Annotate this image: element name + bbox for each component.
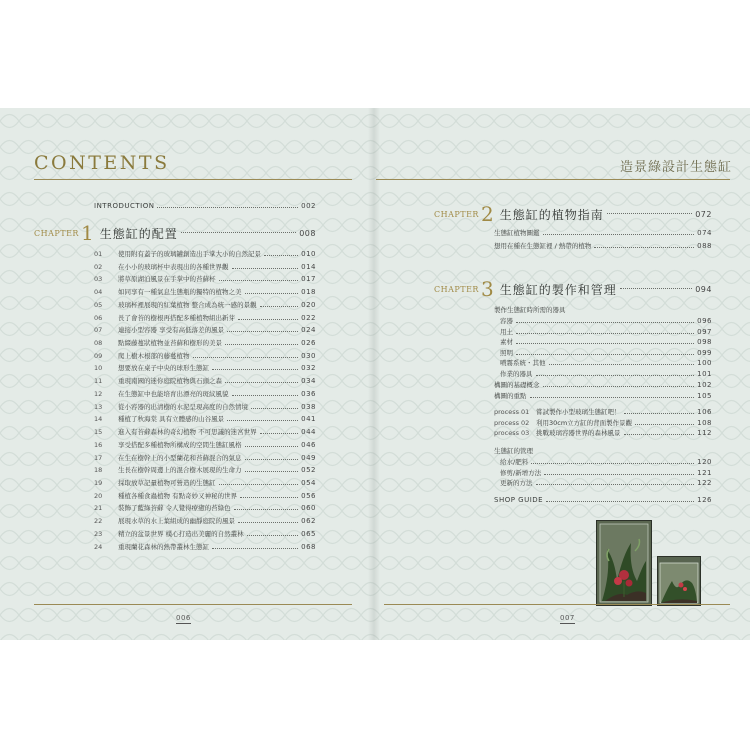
toc-item[interactable] — [494, 228, 712, 237]
toc-item-text: 想要放在桌子中央的球形生態缸 — [118, 364, 209, 373]
toc-item-page: 052 — [301, 466, 316, 475]
toc-item[interactable] — [94, 262, 316, 271]
dot-leader — [635, 424, 694, 425]
toc-item-page: 099 — [697, 348, 712, 357]
toc-item-text: 生態缸植物圖鑑 — [494, 229, 540, 237]
toc-item-page: 020 — [301, 300, 316, 309]
footer-rule-right — [384, 604, 730, 605]
toc-item-page: 121 — [697, 468, 712, 477]
toc-item-page: 010 — [301, 250, 316, 258]
dot-leader — [516, 333, 694, 334]
toc-item-page: 101 — [697, 369, 712, 378]
toc-item-page: 036 — [301, 389, 316, 398]
introduction-page: 002 — [301, 202, 316, 210]
toc-item-text: 連接小型容器 享受有高低落差的風景 — [118, 326, 225, 335]
chapter-2-page: 072 — [695, 209, 712, 219]
chapter-1-title: 生態缸的配置 — [99, 226, 178, 241]
toc-item-page: 105 — [697, 392, 712, 400]
toc-item-number: 08 — [94, 339, 103, 348]
dot-leader — [594, 247, 694, 248]
dot-leader — [232, 268, 299, 269]
left-page-number: 006 — [176, 614, 191, 622]
toc-item[interactable] — [494, 391, 712, 400]
toc-item[interactable] — [94, 274, 316, 283]
toc-item-text: 構圖的重點 — [494, 392, 527, 400]
toc-item-text: 修剪/新增方法 — [500, 468, 542, 477]
toc-item-text: 從小容器的出清樹的水泥呈現高度的自然情境 — [118, 402, 248, 411]
dot-leader — [607, 213, 693, 214]
toc-item-page: 088 — [697, 242, 712, 250]
toc-item-page: 014 — [301, 262, 316, 271]
toc-item-text: 使用附有蓋子的玻璃罐創造出手掌大小的自然記景 — [118, 250, 261, 258]
chapter-1-page: 008 — [299, 228, 316, 238]
toc-item[interactable] — [94, 300, 316, 309]
toc-item-page: 041 — [301, 415, 316, 424]
chapter-2-heading[interactable] — [434, 202, 712, 226]
toc-item[interactable] — [94, 427, 316, 436]
toc-item[interactable] — [500, 348, 712, 357]
toc-item-text: 重現南國的迷你庭院植物與石頭之森 — [118, 377, 222, 386]
toc-item-page: 017 — [301, 275, 316, 284]
toc-item-text: 挑戰玻璃容器世界的森林風景 — [536, 429, 621, 437]
chapter-1-heading[interactable] — [34, 221, 316, 245]
toc-item[interactable] — [94, 313, 316, 322]
dot-leader — [238, 522, 298, 523]
dot-leader — [530, 397, 695, 398]
dot-leader — [238, 319, 298, 320]
dot-leader — [536, 375, 695, 376]
toc-item-page: 122 — [697, 479, 712, 487]
toc-introduction[interactable] — [94, 202, 316, 210]
toc-item-page: 098 — [697, 338, 712, 346]
toc-item[interactable] — [94, 389, 316, 398]
toc-item[interactable] — [94, 402, 316, 411]
toc-item-page: 046 — [301, 440, 316, 449]
toc-item-page: 030 — [301, 351, 316, 360]
dot-leader — [157, 207, 298, 208]
toc-item-text: 更新的方法 — [500, 479, 533, 487]
dot-leader — [516, 354, 694, 355]
toc-item-text: 種植各種食蟲植物 有點奇妙又神秘的世界 — [118, 491, 238, 500]
toc-item-text: 容器 — [500, 317, 513, 325]
chapter-3-title: 生態缸的製作和管理 — [499, 282, 617, 297]
toc-item[interactable] — [94, 414, 316, 423]
toc-item-number: 21 — [94, 504, 103, 513]
toc-item-text: 如同享有一種氣息生態瓶的獨特的植物之美 — [118, 288, 242, 297]
dot-leader — [227, 331, 298, 332]
toc-item[interactable] — [500, 327, 712, 336]
dot-leader — [544, 474, 694, 475]
toc-item-number: 06 — [94, 313, 103, 322]
toc-item-text: 裝飾了藍綠苔蘚 令人覺得療癒的苔綠色 — [118, 504, 231, 513]
dot-leader — [264, 255, 298, 256]
toc-item-number: 20 — [94, 491, 103, 500]
toc-item-page: 034 — [301, 377, 316, 386]
toc-item-number: 14 — [94, 415, 103, 424]
toc-item[interactable] — [94, 516, 316, 525]
shop-guide-page: 126 — [697, 496, 712, 504]
toc-item-text: 想用在種在生態缸裡 / 熱帶的植物 — [494, 242, 592, 250]
dot-leader — [536, 484, 695, 485]
toc-item-number: 04 — [94, 288, 103, 297]
toc-item[interactable] — [94, 440, 316, 449]
dot-leader — [212, 369, 298, 370]
toc-item-text: 將草原湖泊風景在手掌中的苔蘚杯 — [118, 275, 216, 284]
toc-item-text: 重現蘭花森林的熱帶叢林生態缸 — [118, 542, 209, 551]
toc-item[interactable] — [494, 407, 712, 416]
toc-item-number: process 03 — [494, 429, 530, 437]
chapter-2-number: 2 — [480, 202, 494, 226]
toc-item-page: 054 — [301, 478, 316, 487]
toc-item-page: 026 — [301, 339, 316, 348]
toc-item-page: 068 — [301, 542, 316, 551]
terrarium-illustration — [658, 557, 700, 605]
toc-item-page: 096 — [697, 317, 712, 325]
toc-item-number: 22 — [94, 517, 103, 526]
dot-leader — [219, 484, 299, 485]
book-gutter — [368, 108, 380, 640]
toc-item-text: 精立的盆景世界 樸心打造出美麗的自然叢林 — [118, 529, 244, 538]
toc-item[interactable] — [94, 453, 316, 462]
toc-item[interactable] — [494, 428, 712, 437]
toc-item-page: 056 — [301, 491, 316, 500]
toc-item-text: 素材 — [500, 338, 513, 346]
shop-guide-label: SHOP GUIDE — [494, 496, 544, 504]
contents-title: CONTENTS — [34, 152, 170, 174]
terrarium-photo-tall — [596, 520, 652, 606]
toc-item[interactable] — [500, 358, 712, 367]
toc-item-text: 利用30cm立方缸的背面製作景觀 — [536, 418, 633, 427]
toc-item-text: 在生在樹幹上的小型蘭花和苔蘚混合的氣息 — [118, 453, 242, 462]
toc-item[interactable] — [494, 380, 712, 389]
toc-item[interactable] — [494, 418, 712, 427]
toc-item-text: 構圖的基礎概念 — [494, 381, 540, 389]
toc-item-number: 05 — [94, 300, 103, 309]
dot-leader — [245, 459, 299, 460]
toc-item-text: 享受搭配多種植物所構成的空間生態缸風格 — [118, 440, 242, 449]
toc-item[interactable] — [94, 478, 316, 487]
toc-item-number: 02 — [94, 262, 103, 271]
header-rule-left — [34, 179, 352, 180]
dot-leader — [245, 293, 299, 294]
dot-leader — [251, 408, 298, 409]
toc-item-number: 15 — [94, 428, 103, 437]
toc-item-text: 種植了秋海棠 具有立體感的山谷風景 — [118, 415, 225, 424]
dot-leader — [245, 471, 299, 472]
toc-item-text: 進入有苔蘚森林的奇幻植物 不可思議的迷宮世界 — [118, 428, 257, 437]
dot-leader — [543, 234, 695, 235]
toc-item-number: 10 — [94, 364, 103, 373]
dot-leader — [624, 413, 695, 414]
toc-item-page: 032 — [301, 364, 316, 373]
chapter-3-heading[interactable] — [434, 277, 712, 301]
dot-leader — [543, 386, 695, 387]
toc-item[interactable] — [500, 468, 712, 477]
header-rule-right — [376, 179, 730, 180]
toc-item-text: 展現水草的水上葉組成的幽靜庭院的風景 — [118, 517, 235, 526]
dot-leader — [620, 288, 693, 289]
toc-item[interactable] — [94, 249, 316, 258]
toc-item-text: 作業的器具 — [500, 369, 533, 378]
toc-item-page: 097 — [697, 327, 712, 336]
dot-leader — [240, 497, 298, 498]
terrarium-illustration — [597, 521, 651, 605]
toc-item-number: 24 — [94, 542, 103, 551]
toc-item-page: 038 — [301, 402, 316, 411]
toc-item-page: 100 — [697, 359, 712, 367]
toc-item-page: 062 — [301, 517, 316, 526]
toc-item[interactable] — [500, 337, 712, 346]
toc-item[interactable] — [94, 376, 316, 385]
toc-item-text: 點綴藤蔓狀植物並苔蘚和樹形的美景 — [118, 339, 222, 348]
toc-item-text: 生長在樹幹周邊上的混合樹木展現的生命力 — [118, 466, 242, 475]
toc-item-text: 嘗試製作小型玻璃生態缸吧！ — [536, 408, 621, 416]
chapter-3-page: 094 — [695, 284, 712, 294]
toc-item[interactable] — [94, 465, 316, 474]
toc-item-text: 玻璃杯裡展現的紅葉植物 整合成為統一感的景觀 — [118, 300, 257, 309]
chapter-3-number: 3 — [480, 277, 494, 301]
toc-item-number: 18 — [94, 466, 103, 475]
toc-item[interactable] — [94, 491, 316, 500]
dot-leader — [549, 364, 695, 365]
toc-item-text: 照明 — [500, 348, 513, 357]
toc-item-page: 022 — [301, 313, 316, 322]
chapter-1-number: 1 — [80, 221, 94, 245]
toc-item[interactable] — [94, 363, 316, 372]
toc-item-page: 106 — [697, 408, 712, 416]
toc-item-page: 024 — [301, 326, 316, 335]
dot-leader — [219, 280, 299, 281]
toc-item-number: 13 — [94, 402, 103, 411]
dot-leader — [624, 434, 695, 435]
toc-item-number: 12 — [94, 389, 103, 398]
toc-item[interactable] — [500, 316, 712, 325]
toc-item[interactable] — [94, 503, 316, 512]
toc-item-number: 16 — [94, 440, 103, 449]
dot-leader — [247, 535, 299, 536]
toc-item-number: 03 — [94, 275, 103, 284]
toc-item-page: 074 — [697, 229, 712, 237]
chapter-3-group-3-title: 生態缸的管理 — [494, 447, 533, 455]
toc-item-text: 爬上樹木根部的藤蔓植物 — [118, 351, 190, 360]
introduction-label: INTRODUCTION — [94, 202, 155, 210]
toc-item[interactable] — [94, 325, 316, 334]
book-spread — [0, 108, 750, 640]
toc-item-page: 060 — [301, 504, 316, 513]
toc-item[interactable] — [500, 478, 712, 487]
chapter-3-group-1-title: 製作生態缸時所需的器具 — [494, 306, 566, 314]
toc-item-number: 09 — [94, 351, 103, 360]
dot-leader — [181, 232, 297, 233]
dot-leader — [546, 501, 694, 502]
toc-item-text: 給水/肥料 — [500, 458, 529, 466]
dot-leader — [516, 343, 694, 344]
toc-item[interactable] — [494, 241, 712, 250]
toc-item-number: 07 — [94, 326, 103, 335]
chapter-1-label: CHAPTER — [34, 228, 79, 238]
toc-item[interactable] — [500, 369, 712, 378]
toc-item-page: 049 — [301, 453, 316, 462]
dot-leader — [227, 420, 298, 421]
toc-item[interactable] — [94, 287, 316, 296]
toc-item-text: 用土 — [500, 327, 513, 336]
toc-item[interactable] — [94, 529, 316, 538]
dot-leader — [225, 344, 298, 345]
toc-item-text: 在生態缸中也能培育出漂亮的斑紋風貌 — [118, 389, 229, 398]
toc-item-page: 018 — [301, 288, 316, 297]
right-page-number: 007 — [560, 614, 575, 622]
toc-item-page: 102 — [697, 381, 712, 389]
dot-leader — [234, 509, 299, 510]
book-title: 造景綠設計生態缸 — [619, 160, 732, 175]
dot-leader — [516, 322, 694, 323]
toc-item-text: 噴霧系統・其他 — [500, 359, 546, 367]
chapter-2-title: 生態缸的植物指南 — [499, 207, 604, 222]
toc-item-text: 在小小的玻璃杯中表現出的各種世界觀 — [118, 262, 229, 271]
toc-item-number: process 01 — [494, 408, 530, 416]
toc-shop-guide[interactable] — [494, 496, 712, 504]
toc-item-number: 01 — [94, 250, 103, 258]
terrarium-photo-small — [657, 556, 701, 606]
toc-item-number: 23 — [94, 529, 103, 538]
dot-leader — [531, 463, 694, 464]
toc-item-text: 長了會苔的樹根再搭配多種植物組出新芽 — [118, 313, 235, 322]
footer-rule-left — [34, 604, 352, 605]
chapter-2-label: CHAPTER — [434, 209, 479, 219]
chapter-3-label: CHAPTER — [434, 284, 479, 294]
dot-leader — [245, 446, 299, 447]
toc-item-number: 11 — [94, 377, 103, 386]
dot-leader — [193, 357, 299, 358]
dot-leader — [212, 548, 298, 549]
toc-item-number: 17 — [94, 453, 103, 462]
toc-item-page: 108 — [697, 418, 712, 427]
dot-leader — [260, 433, 299, 434]
toc-item-page: 120 — [697, 458, 712, 466]
toc-item[interactable] — [500, 457, 712, 466]
toc-item-number: process 02 — [494, 418, 530, 427]
toc-item-number: 19 — [94, 478, 103, 487]
toc-item[interactable] — [94, 351, 316, 360]
toc-item-page: 044 — [301, 428, 316, 437]
toc-item-page: 065 — [301, 529, 316, 538]
dot-leader — [232, 395, 299, 396]
dot-leader — [225, 382, 298, 383]
toc-item-text: 採取放草記量植物可營造的生態缸 — [118, 478, 216, 487]
dot-leader — [260, 306, 299, 307]
toc-item-page: 112 — [697, 429, 712, 437]
toc-item[interactable] — [94, 542, 316, 551]
toc-item[interactable] — [94, 338, 316, 347]
